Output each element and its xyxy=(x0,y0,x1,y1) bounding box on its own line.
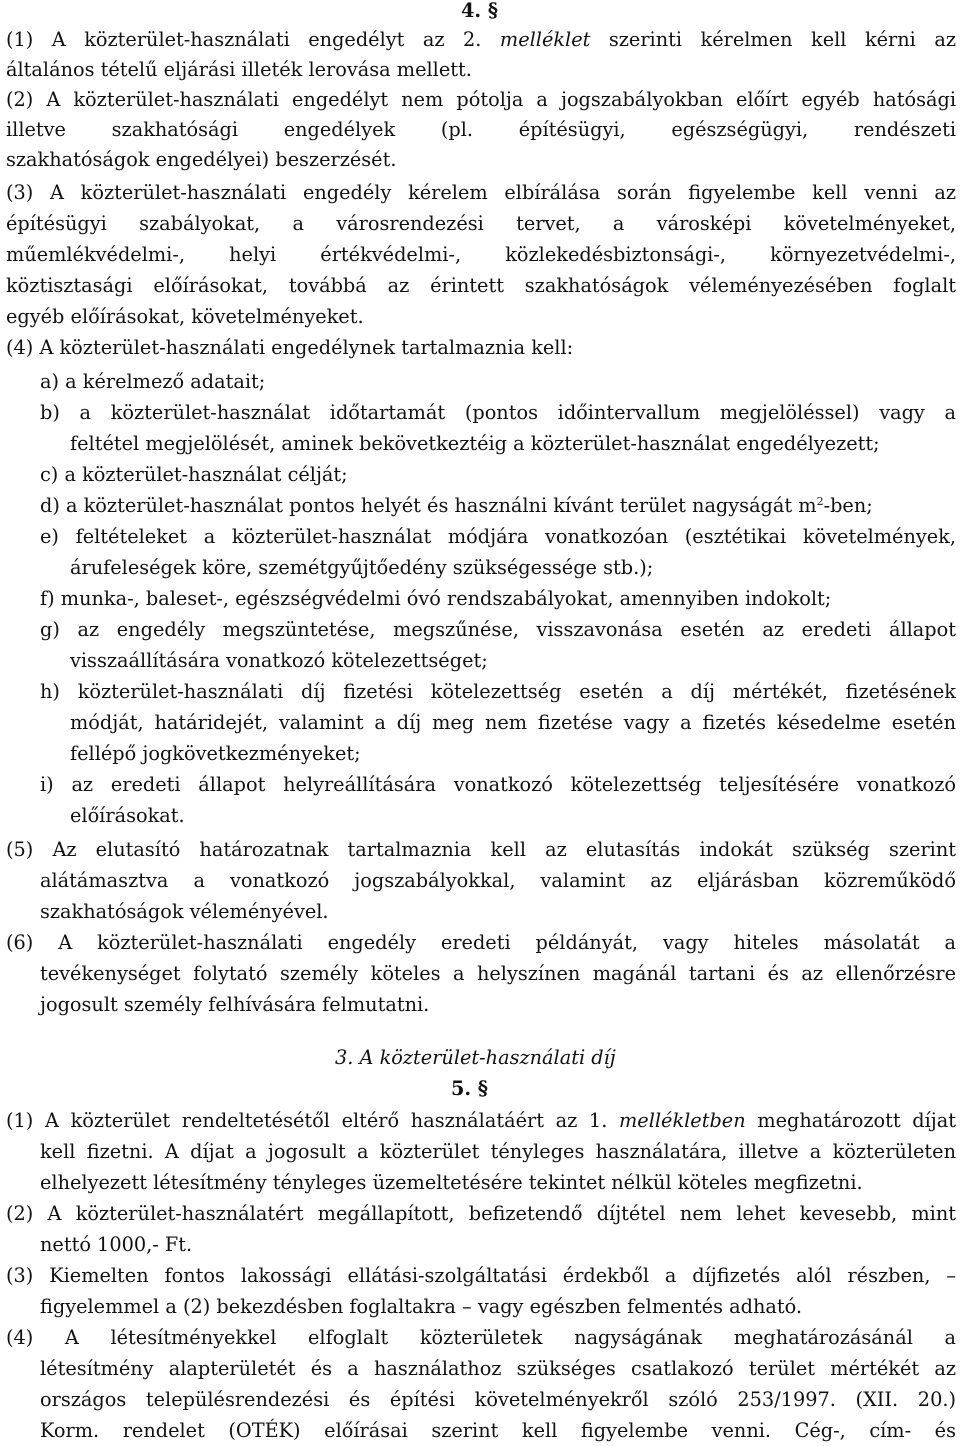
s5-p1-text-a: (1) A közterület rendeltetésétől eltérő használatáért az 1. xyxy=(6,1109,608,1132)
s4-p3-line-5: egyéb előírásokat, követelményeket. xyxy=(6,305,364,328)
list-item-a: a) a kérelmező adatait; xyxy=(40,370,266,393)
s4-p3-line-3: műemlékvédelmi-, helyi értékvédelmi-, közlekedésbiztonsági-, környezetvédelmi-, xyxy=(6,243,956,266)
s4-p2-line-1: (2) A közterület-használati engedélyt nem pótolja a jogszabályokban előírt egyéb hatósági xyxy=(6,88,956,111)
s4-p6-line-3: jogosult személy felhívására felmutatni. xyxy=(40,993,430,1016)
s4-p6-line-2: tevékenységet folytató személy köteles a helyszínen magánál tartani és az ellenőrzésre xyxy=(40,962,956,985)
list-item-f: f) munka-, baleset-, egészségvédelmi óvó rendszabályokat, amennyiben indokolt; xyxy=(40,587,832,610)
list-item-d-text-a: d) a közterület-használat pontos helyét és használni kívánt terület nagyságát m xyxy=(40,494,817,517)
list-item-h-line-3: fellépő jogkövetkezményeket; xyxy=(70,742,361,765)
list-item-e-line-1: e) feltételeket a közterület-használat módjára vonatkozóan (esztétikai követelmények, xyxy=(40,525,956,548)
section-title: 3. A közterület-használati díj xyxy=(335,1046,616,1069)
s4-p1-text-a: (1) A közterület-használati engedélyt az 2. xyxy=(6,28,482,51)
section-4-heading: 4. § xyxy=(461,0,498,22)
s5-p4-line-4: Korm. rendelet (OTÉK) előírásai szerint kell figyelembe venni. Cég-, cím- és xyxy=(40,1419,956,1442)
s4-p5-line-1: (5) Az elutasító határozatnak tartalmaznia kell az elutasítás indokát szükség szerint xyxy=(6,838,956,861)
list-item-e-line-2: árufeleségek köre, szemétgyűjtőedény szükségessége stb.); xyxy=(70,556,654,579)
superscript-2: 2 xyxy=(816,495,824,508)
list-item-b-line-1: b) a közterület-használat időtartamát (pontos időintervallum megjelöléssel) vagy a xyxy=(40,401,956,424)
list-item-d-text-b: -ben; xyxy=(823,494,873,517)
s5-p1-line-2: kell fizetni. A díjat a jogosult a közterület tényleges használatára, illetve a közterületen xyxy=(40,1140,956,1163)
s4-p4-intro: (4) A közterület-használati engedélynek tartalmaznia kell: xyxy=(6,336,574,359)
s4-p3-line-1: (3) A közterület-használati engedély kérelem elbírálása során figyelembe kell venni az xyxy=(6,181,956,204)
s4-p1-text-b: szerinti kérelmen kell kérni az xyxy=(608,28,956,51)
s5-p3-line-2: figyelemmel a (2) bekezdésben foglaltakra – vagy egészben felmentés adható. xyxy=(40,1295,803,1318)
list-item-d xyxy=(40,491,873,521)
s5-p4-line-2: létesítmény alapterületét és a használathoz szükséges csatlakozó terület mértékét az xyxy=(40,1357,956,1380)
list-item-h-line-1: h) közterület-használati díj fizetési kötelezettség esetén a díj mértékét, fizetésének xyxy=(40,680,956,703)
annex-reference: melléklet xyxy=(499,28,591,51)
list-item-i-line-2: előírásokat. xyxy=(70,804,185,827)
s4-p5-line-2: alátámasztva a vonatkozó jogszabályokkal, valamint az eljárásban közreműködő xyxy=(40,869,956,892)
list-item-i-line-1: i) az eredeti állapot helyreállítására vonatkozó kötelezettség teljesítésére vonatkozó xyxy=(40,773,956,796)
s5-p1-line-1 xyxy=(6,1106,956,1136)
list-item-c: c) a közterület-használat célját; xyxy=(40,463,348,486)
list-item-b-line-2: feltétel megjelölését, aminek bekövetkeztéig a közterület-használat engedélyezett; xyxy=(70,432,880,455)
s5-p1-line-3: elhelyezett létesítmény tényleges üzemeltetésére tekintet nélkül köteles megfizetni. xyxy=(40,1171,863,1194)
s4-p3-line-4: köztisztasági előírásokat, továbbá az érintett szakhatóságok véleményezésében foglalt xyxy=(6,274,956,297)
annex-reference: mellékletben xyxy=(619,1109,746,1132)
s5-p2-line-2: nettó 1000,- Ft. xyxy=(40,1233,193,1256)
list-item-h-line-2: módját, határidejét, valamint a díj meg nem fizetése vagy a fizetés késedelme esetén xyxy=(70,711,956,734)
s4-p1-line-1 xyxy=(6,25,956,55)
s5-p3-line-1: (3) Kiemelten fontos lakossági ellátási-szolgáltatási érdekből a díjfizetés alól részben, – xyxy=(6,1264,956,1287)
s4-p1-line-2: általános tételű eljárási illeték lerovása mellett. xyxy=(6,58,472,81)
list-item-g-line-1: g) az engedély megszüntetése, megszűnése, visszavonása esetén az eredeti állapot xyxy=(40,618,956,641)
s5-p4-line-1: (4) A létesítményekkel elfoglalt közterületek nagyságának meghatározásánál a xyxy=(6,1326,956,1349)
s4-p2-line-3: szakhatóságok engedélyei) beszerzését. xyxy=(6,148,397,171)
s5-p1-text-b: meghatározott díjat xyxy=(757,1109,956,1132)
s4-p3-line-2: építésügyi szabályokat, a városrendezési tervet, a városképi követelményeket, xyxy=(6,212,956,235)
section-5-heading: 5. § xyxy=(451,1077,488,1100)
list-item-g-line-2: visszaállítására vonatkozó kötelezettséget; xyxy=(70,649,488,672)
s4-p5-line-3: szakhatóságok véleményével. xyxy=(40,900,329,923)
s5-p4-line-3: országos településrendezési és építési követelményekről szóló 253/1997. (XII. 20.) xyxy=(40,1388,956,1411)
s5-p2-line-1: (2) A közterület-használatért megállapított, befizetendő díjtétel nem lehet kevesebb, mint xyxy=(6,1202,956,1225)
s4-p2-line-2: illetve szakhatósági engedélyek (pl. építésügyi, egészségügyi, rendészeti xyxy=(6,118,956,141)
s4-p6-line-1: (6) A közterület-használati engedély eredeti példányát, vagy hiteles másolatát a xyxy=(6,931,956,954)
